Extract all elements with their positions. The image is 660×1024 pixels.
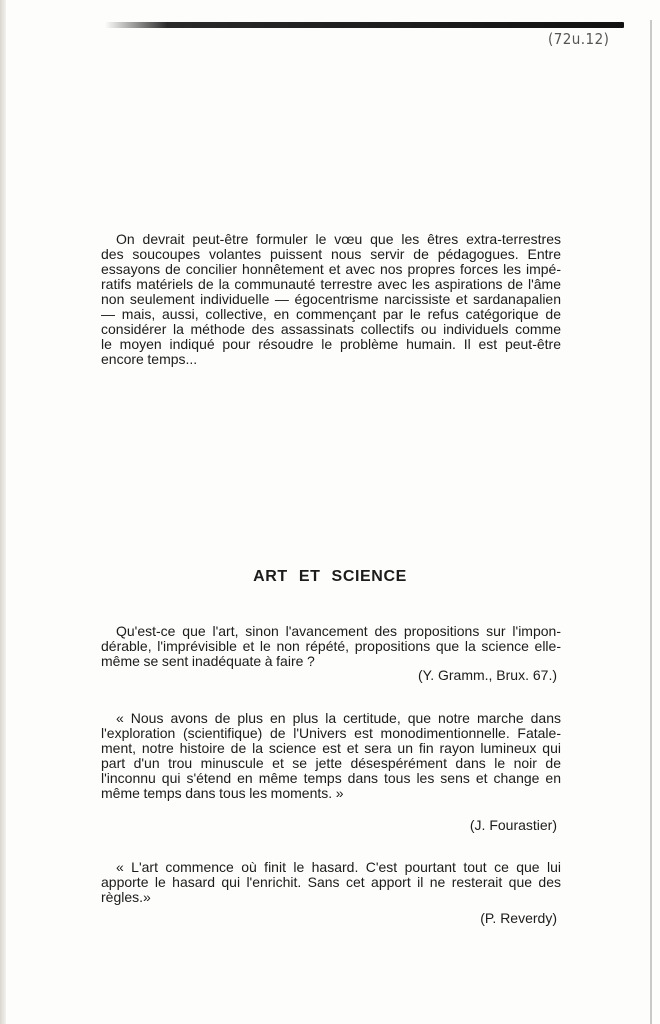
top-rule: [105, 22, 624, 28]
text-line: le moyen indiqué pour résoudre le problème humain. Il est peut-être: [101, 337, 561, 352]
text-line: même temps dans tous les moments. »: [101, 786, 344, 801]
text-line: apporte le hasard qui l'enrichit. Sans cet apport il ne resterait que des: [101, 875, 561, 890]
quote-reverdy: [101, 860, 561, 905]
text-line: ment, notre histoire de la science est et sera un fin rayon lumineux qui: [101, 741, 561, 756]
text-line: règles.»: [101, 890, 151, 905]
text-line: On devrait peut-être formuler le vœu que les êtres extra-terrestres: [116, 232, 561, 247]
page-left-edge: [0, 0, 6, 1024]
section-heading: ART ET SCIENCE: [253, 568, 407, 585]
text-line: non seulement individuelle — égocentrisme narcissiste et sardanapalien: [101, 292, 561, 307]
text-line: considérer la méthode des assassinats collectifs ou individuels comme: [101, 322, 561, 337]
handwritten-annotation: (72u.12): [548, 30, 610, 48]
attribution-fourastier: (J. Fourastier): [469, 817, 557, 833]
text-line: Qu'est-ce que l'art, sinon l'avancement des propositions sur l'impon-: [116, 624, 561, 639]
quote-gramm: [101, 624, 561, 669]
text-line: dérable, l'imprévisible et le non répété, propositions que la science elle-: [101, 639, 561, 654]
text-line: essayons de concilier honnêtement et avec nos propres forces les impé-: [101, 262, 561, 277]
text-line: même se sent inadéquate à faire ?: [101, 654, 315, 669]
text-line: des soucoupes volantes puissent nous servir de pédagogues. Entre: [101, 247, 561, 262]
text-line: part d'un trou minuscule et se jette désespérément dans le noir de: [101, 756, 561, 771]
text-line: « L'art commence où finit le hasard. C'est pourtant tout ce que lui: [116, 860, 561, 875]
page-right-edge: [650, 20, 652, 1024]
quote-fourastier: [101, 711, 561, 801]
text-line: ratifs matériels de la communauté terrestre avec les aspirations de l'âme: [101, 277, 561, 292]
intro-paragraph: [101, 232, 561, 367]
attribution-gramm: (Y. Gramm., Brux. 67.): [418, 667, 557, 683]
text-line: encore temps...: [101, 352, 198, 367]
text-line: l'exploration (scientifique) de l'Univers est monodimentionnelle. Fatale-: [101, 726, 561, 741]
attribution-reverdy: (P. Reverdy): [480, 910, 557, 926]
text-line: « Nous avons de plus en plus la certitude, que notre marche dans: [116, 711, 561, 726]
text-line: — mais, aussi, collective, en commençant par le refus catégorique de: [101, 307, 561, 322]
text-line: l'inconnu qui s'étend en même temps dans tous les sens et change en: [101, 771, 561, 786]
